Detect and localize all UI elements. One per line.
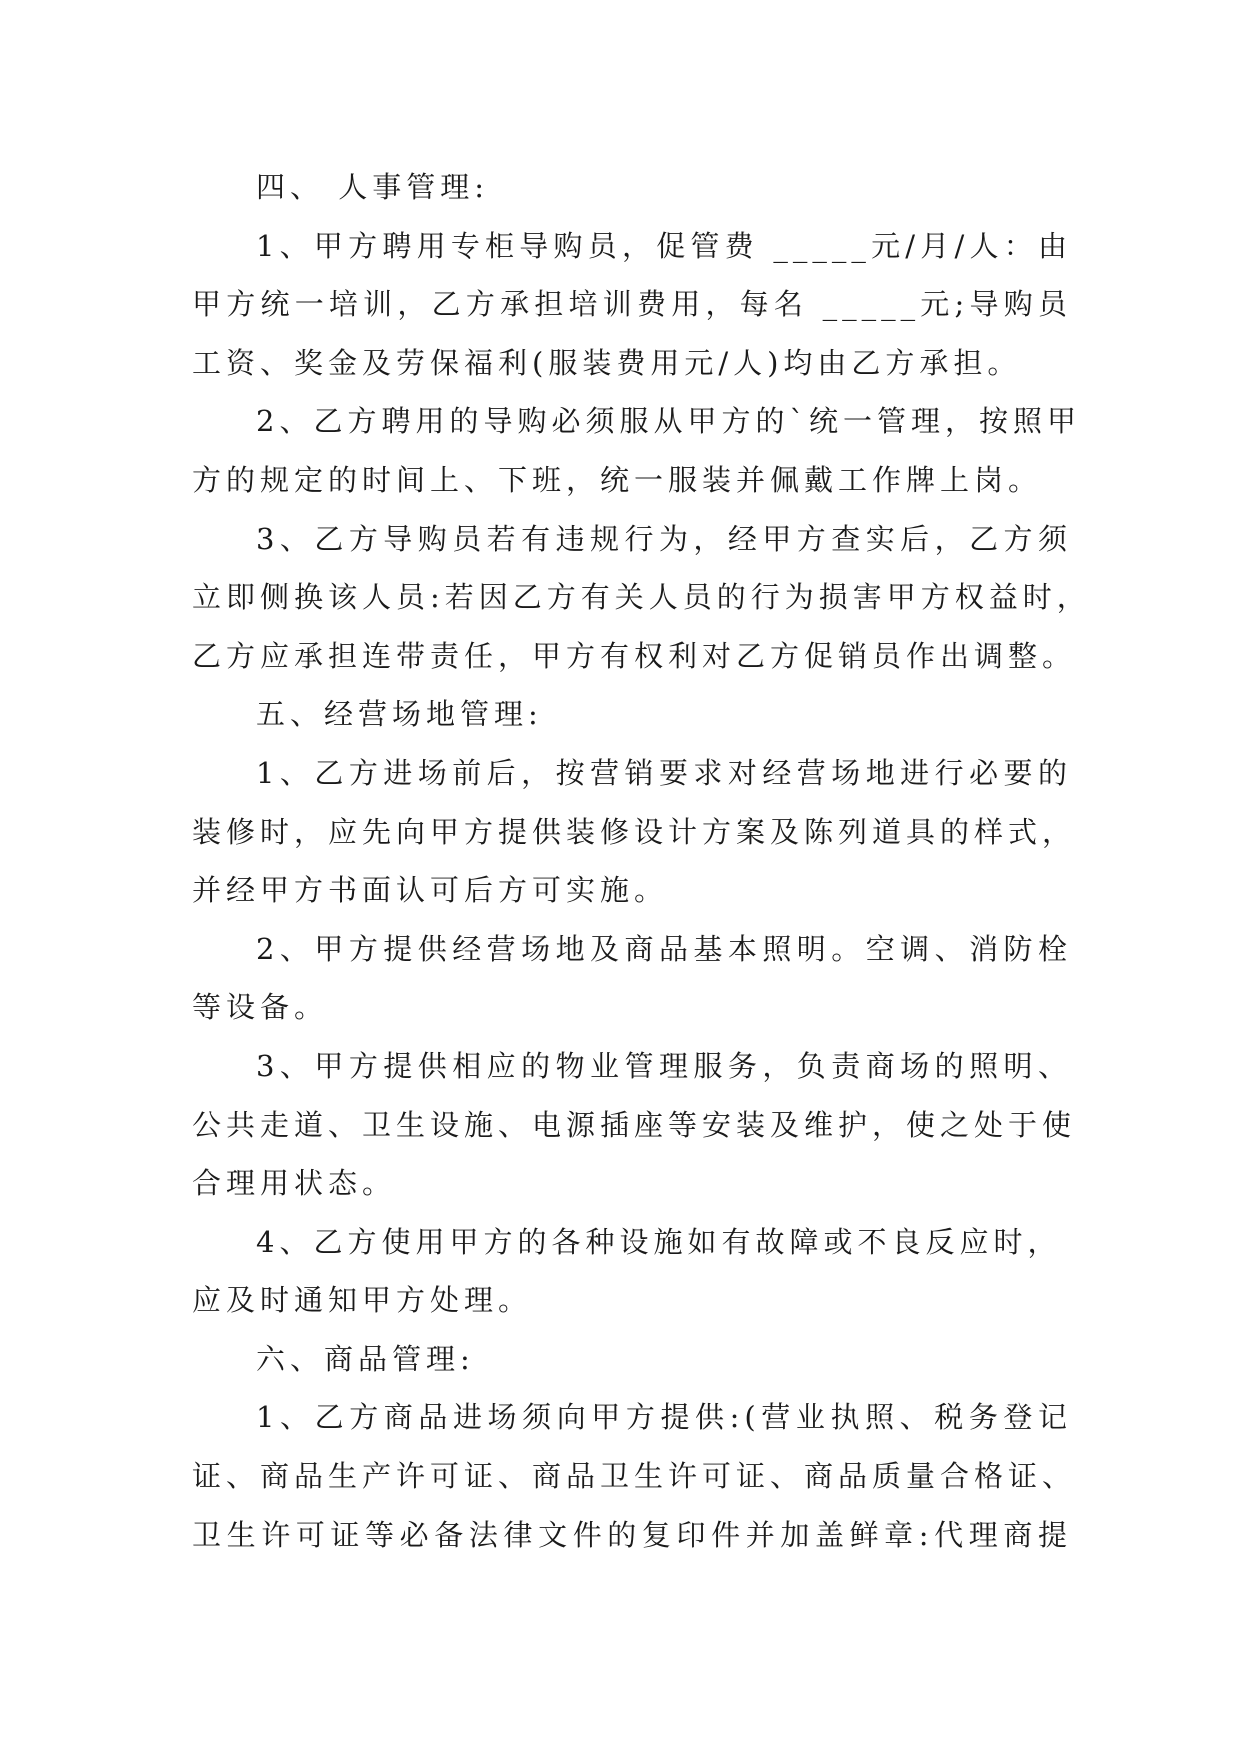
paragraph-line: 公共走道、卫生设施、电源插座等安装及维护，使之处于使 xyxy=(192,1107,1077,1142)
paragraph-line: 合理用状态。 xyxy=(192,1166,397,1201)
paragraph-line: 等设备。 xyxy=(192,990,329,1025)
paragraph-line: 应及时通知甲方处理。 xyxy=(192,1283,533,1318)
paragraph-line: 并经甲方书面认可后方可实施。 xyxy=(192,873,669,908)
paragraph-line: 3、乙方导购员若有违规行为，经甲方查实后，乙方须 xyxy=(256,521,1072,556)
document-body xyxy=(192,158,1091,1564)
paragraph-line: 1、甲方聘用专柜导购员，促管费 _____元/月/人：由 xyxy=(256,228,1072,263)
paragraph-line: 立即侧换该人员:若因乙方有关人员的行为损害甲方权益时， xyxy=(192,580,1091,615)
paragraph-line: 乙方应承担连带责任，甲方有权利对乙方促销员作出调整。 xyxy=(192,638,1077,673)
paragraph-line: 工资、奖金及劳保福利(服装费用元/人)均由乙方承担。 xyxy=(192,345,1022,380)
paragraph-line: 证、商品生产许可证、商品卫生许可证、商品质量合格证、 xyxy=(192,1459,1077,1494)
paragraph-line: 2、乙方聘用的导购必须服从甲方的`统一管理，按照甲 xyxy=(256,404,1081,439)
section-heading-venue: 五、经营场地管理: xyxy=(256,697,543,732)
paragraph-line: 3、甲方提供相应的物业管理服务，负责商场的照明、 xyxy=(256,1048,1072,1083)
paragraph-line: 甲方统一培训，乙方承担培训费用，每名 _____元;导购员 xyxy=(192,287,1072,322)
paragraph-line: 1、乙方进场前后，按营销要求对经营场地进行必要的 xyxy=(256,755,1072,790)
paragraph-line: 方的规定的时间上、下班，统一服装并佩戴工作牌上岗。 xyxy=(192,462,1043,497)
paragraph-line: 装修时，应先向甲方提供装修设计方案及陈列道具的样式， xyxy=(192,814,1077,849)
paragraph-line: 4、乙方使用甲方的各种设施如有故障或不良反应时， xyxy=(256,1224,1062,1259)
paragraph-line: 卫生许可证等必备法律文件的复印件并加盖鲜章:代理商提 xyxy=(192,1517,1072,1552)
section-heading-goods: 六、商品管理: xyxy=(256,1341,475,1376)
section-heading-personnel: 四、 人事管理: xyxy=(256,170,489,204)
paragraph-line: 1、乙方商品进场须向甲方提供:(营业执照、税务登记 xyxy=(256,1400,1072,1435)
paragraph-line: 2、甲方提供经营场地及商品基本照明。空调、消防栓 xyxy=(256,931,1072,966)
